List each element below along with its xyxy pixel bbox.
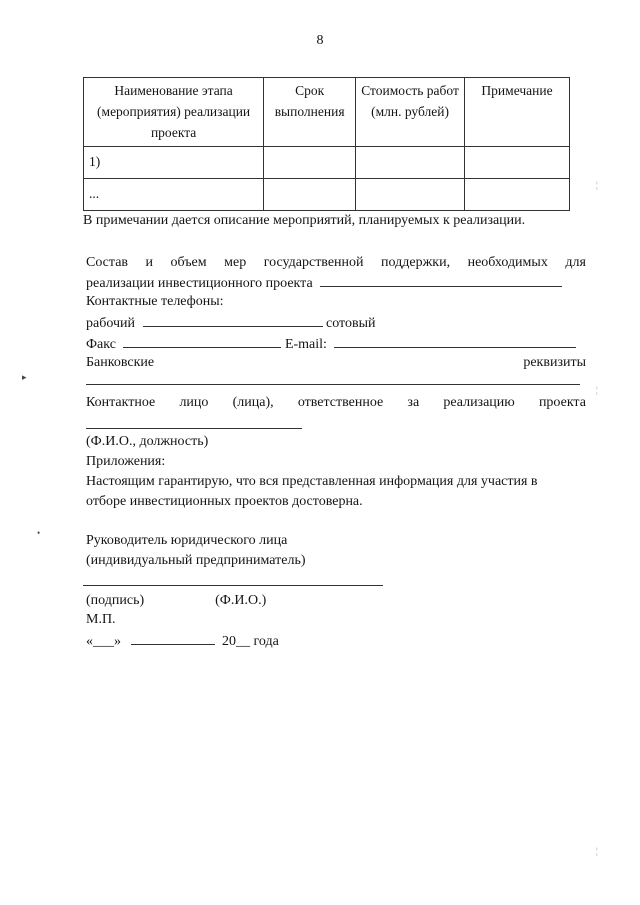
guarantee-line-1: Настоящим гарантирую, что вся представленная информация для участия в: [86, 474, 538, 489]
date-year: 20__ года: [222, 634, 279, 649]
word: и: [145, 255, 154, 270]
support-blank[interactable]: [320, 273, 562, 287]
word: мер: [224, 255, 247, 270]
header-term: Срок выполнения: [264, 78, 356, 147]
fax-email-line: [86, 334, 586, 354]
table-cell: 1): [84, 147, 264, 179]
table-note: В примечании дается описание мероприятий, планируемых к реализации.: [83, 213, 526, 228]
table-row: [84, 179, 570, 211]
word: необходимых: [467, 255, 548, 270]
table-row: [84, 147, 570, 179]
table-cell: ...: [84, 179, 264, 211]
phones-line: [86, 313, 586, 333]
support-line-2: [86, 273, 586, 293]
scan-mark: ¦: [596, 385, 598, 395]
stamp-label: М.П.: [86, 612, 116, 627]
email-label: E-mail:: [284, 337, 327, 352]
bank-label-left: Банковские: [86, 355, 155, 370]
fax-blank[interactable]: [123, 334, 281, 348]
attachments-label: Приложения:: [86, 454, 166, 469]
table-cell: [356, 147, 465, 179]
word: проекта: [538, 395, 586, 410]
word: объем: [170, 255, 207, 270]
bank-line: [86, 354, 586, 372]
header-stage-name: Наименование этапа (мероприятия) реализации проекта: [84, 78, 264, 147]
signature-caption: (подпись): [86, 593, 145, 608]
table-cell: [356, 179, 465, 211]
header-note: Примечание: [465, 78, 570, 147]
signer-line-2: (индивидуальный предприниматель): [86, 553, 306, 568]
word: лицо: [179, 395, 209, 410]
bank-label-right: реквизиты: [523, 355, 586, 370]
table-header-row: [84, 78, 570, 147]
table-cell: [264, 179, 356, 211]
word: поддержки,: [381, 255, 451, 270]
fio-caption: (Ф.И.О.): [215, 593, 267, 608]
header-cost: Стоимость работ (млн. рублей): [356, 78, 465, 147]
contacts-title: Контактные телефоны:: [86, 294, 224, 309]
word: ответственное: [297, 395, 384, 410]
table-cell: [465, 179, 570, 211]
word: для: [565, 255, 586, 270]
table-cell: [264, 147, 356, 179]
date-line: [86, 631, 586, 651]
word: государственной: [263, 255, 364, 270]
bank-blank[interactable]: [86, 384, 580, 385]
word: (лица),: [232, 395, 274, 410]
table-cell: [465, 147, 570, 179]
responsible-fio: (Ф.И.О., должность): [86, 434, 209, 449]
mobile-phone-label: сотовый: [326, 316, 376, 331]
signer-line-1: Руководитель юридического лица: [86, 533, 288, 548]
word: за: [407, 395, 420, 410]
responsible-blank[interactable]: [86, 428, 302, 429]
scan-mark: ▸: [22, 372, 27, 382]
responsible-line: [86, 394, 586, 412]
fax-label: Факс: [86, 337, 116, 352]
signature-blank[interactable]: [83, 585, 383, 586]
scan-mark: •: [37, 528, 41, 538]
page-number: 8: [316, 33, 324, 48]
signature-captions: [86, 592, 586, 610]
word: Контактное: [86, 395, 156, 410]
work-phone-label: рабочий: [86, 316, 135, 331]
word: реализацию: [443, 395, 515, 410]
support-line-1: [86, 254, 586, 272]
guarantee-line-2: отборе инвестиционных проектов достоверна.: [86, 494, 363, 509]
date-month-blank[interactable]: [131, 631, 215, 645]
support-label: реализации инвестиционного проекта: [86, 276, 313, 291]
scan-mark: ¦: [596, 846, 598, 856]
work-phone-blank[interactable]: [143, 313, 323, 327]
word: Состав: [86, 255, 129, 270]
scan-mark: ¦: [596, 180, 598, 190]
stages-table: [83, 77, 570, 211]
email-blank[interactable]: [334, 334, 576, 348]
date-day: «___»: [86, 634, 121, 649]
